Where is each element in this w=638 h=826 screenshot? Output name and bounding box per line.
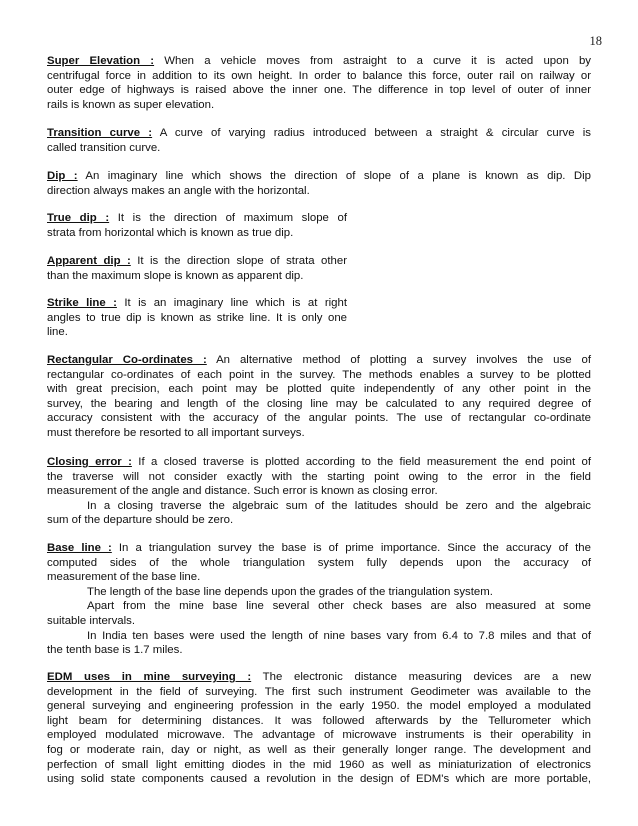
body-line: The electronic distance measuring devices are a new [251,671,591,683]
body-line: measurement of the base line. [47,571,201,584]
body-line: using solid state components caused a revolution in the design of EDM's which are more portable, [47,773,591,786]
body-line: A curve of varying radius introduced between a straight & circular curve is [152,127,591,139]
body-line: fog or moderate rain, day or night, as well as their generally longer range. The development and [47,743,591,756]
body-line: In a triangulation survey the base is of prime importance. Since the accuracy of the [111,542,591,554]
body-line: strata from horizontal which is known as true dip. [47,226,294,239]
page-number: 18 [589,34,602,48]
entry-transition-curve [47,126,591,155]
entry-super-elevation [47,54,591,112]
body-line: must therefore be resorted to all important surveys. [47,426,305,439]
body-line: It is the direction of maximum slope of [109,212,347,224]
body-line: employed modulated microwave. The advantage of microwave instruments is their operability in [47,729,591,742]
term-dip: Dip : [47,170,78,182]
body-line: suitable intervals. [47,614,136,627]
term-rectangular-coordinates: Rectangular Co-ordinates : [47,354,207,366]
body-line: called transition curve. [47,141,161,154]
body-line: with great precision, each point may be plotted quite independently of any other point in the [47,383,591,396]
entry-rectangular-coordinates [47,353,591,441]
entry-strike-line [47,296,347,340]
body-line: line. [47,326,68,339]
body-line: survey, the bearing and length of the closing line may be calculated to any required degree of [47,397,591,410]
body-line: If a closed traverse is plotted according to the field measurement the end point of [131,456,591,468]
body-line: perfection of small light emitting diodes in the mid 1960 as well as miniaturization of electronics [47,758,591,771]
body-line: outer edge of highways is raised above the inner one. The difference in top level of outer of inner [47,84,591,97]
body-line: sum of the departure should be zero. [47,514,234,527]
body-line: In a closing traverse the algebraic sum of the latitudes should be zero and the algebraic [87,499,591,512]
body-line: development in the field of surveying. The first such instrument Geodimeter was available to the [47,685,591,698]
term-base-line: Base line : [47,542,112,554]
body-line: measurement of the angle and distance. Such error is known as closing error. [47,485,438,498]
body-line: general surveying and engineering profession in the early 1950. the model employed a modulated [47,700,591,713]
body-line: It is an imaginary line which is at right [116,297,347,309]
entry-dip [47,169,591,198]
body-line: In India ten bases were used the length of nine bases vary from 6.4 to 7.8 miles and that of [87,629,591,642]
body-line: Apart from the mine base line several other check bases are also measured at some [87,600,591,613]
term-closing-error: Closing error : [47,456,132,468]
body-line: the traverse will not consider exactly with the starting point owing to the error in the field [47,470,591,483]
term-transition-curve: Transition curve : [47,127,153,139]
entry-true-dip [47,211,347,240]
body-line: rails is known as super elevation. [47,98,215,111]
body-line: computed sides of the whole triangulation system fully depends upon the accuracy of [47,556,591,569]
term-strike-line: Strike line : [47,297,117,309]
body-line: light beam for determining distances. It was followed afterwards by the Tellurometer which [47,714,591,727]
body-line: centrifugal force in addition to its own height. In order to balance this force, outer rail on railway or [47,69,591,82]
entry-edm [47,670,591,787]
body-line: accuracy consistent with the accuracy of the angular points. The use of rectangular co-ordinate [47,412,591,425]
entry-base-line [47,541,591,658]
body-line: angles to true dip is known as strike line. It is only one [47,311,347,324]
body-line: An imaginary line which shows the direction of slope of a plane is known as dip. Dip [77,170,591,182]
entry-apparent-dip [47,254,347,283]
term-apparent-dip: Apparent dip : [47,255,131,267]
body-line: the tenth base is 1.7 miles. [47,644,183,657]
body-line: rectangular co-ordinates of each point in the survey. The methods enables a survey to be plotted [47,368,591,381]
body-line: than the maximum slope is known as apparent dip. [47,269,304,282]
body-line: When a vehicle moves from astraight to a curve it is acted upon by [154,55,591,67]
term-edm: EDM uses in mine surveying : [47,671,252,683]
body-line: direction always makes an angle with the horizontal. [47,184,310,197]
term-super-elevation: Super Elevation : [47,55,155,67]
entry-closing-error [47,455,591,528]
body-line: The length of the base line depends upon the grades of the triangulation system. [87,585,493,598]
term-true-dip: True dip : [47,212,110,224]
body-line: An alternative method of plotting a survey involves the use of [206,354,591,366]
body-line: It is the direction slope of strata other [130,255,347,267]
